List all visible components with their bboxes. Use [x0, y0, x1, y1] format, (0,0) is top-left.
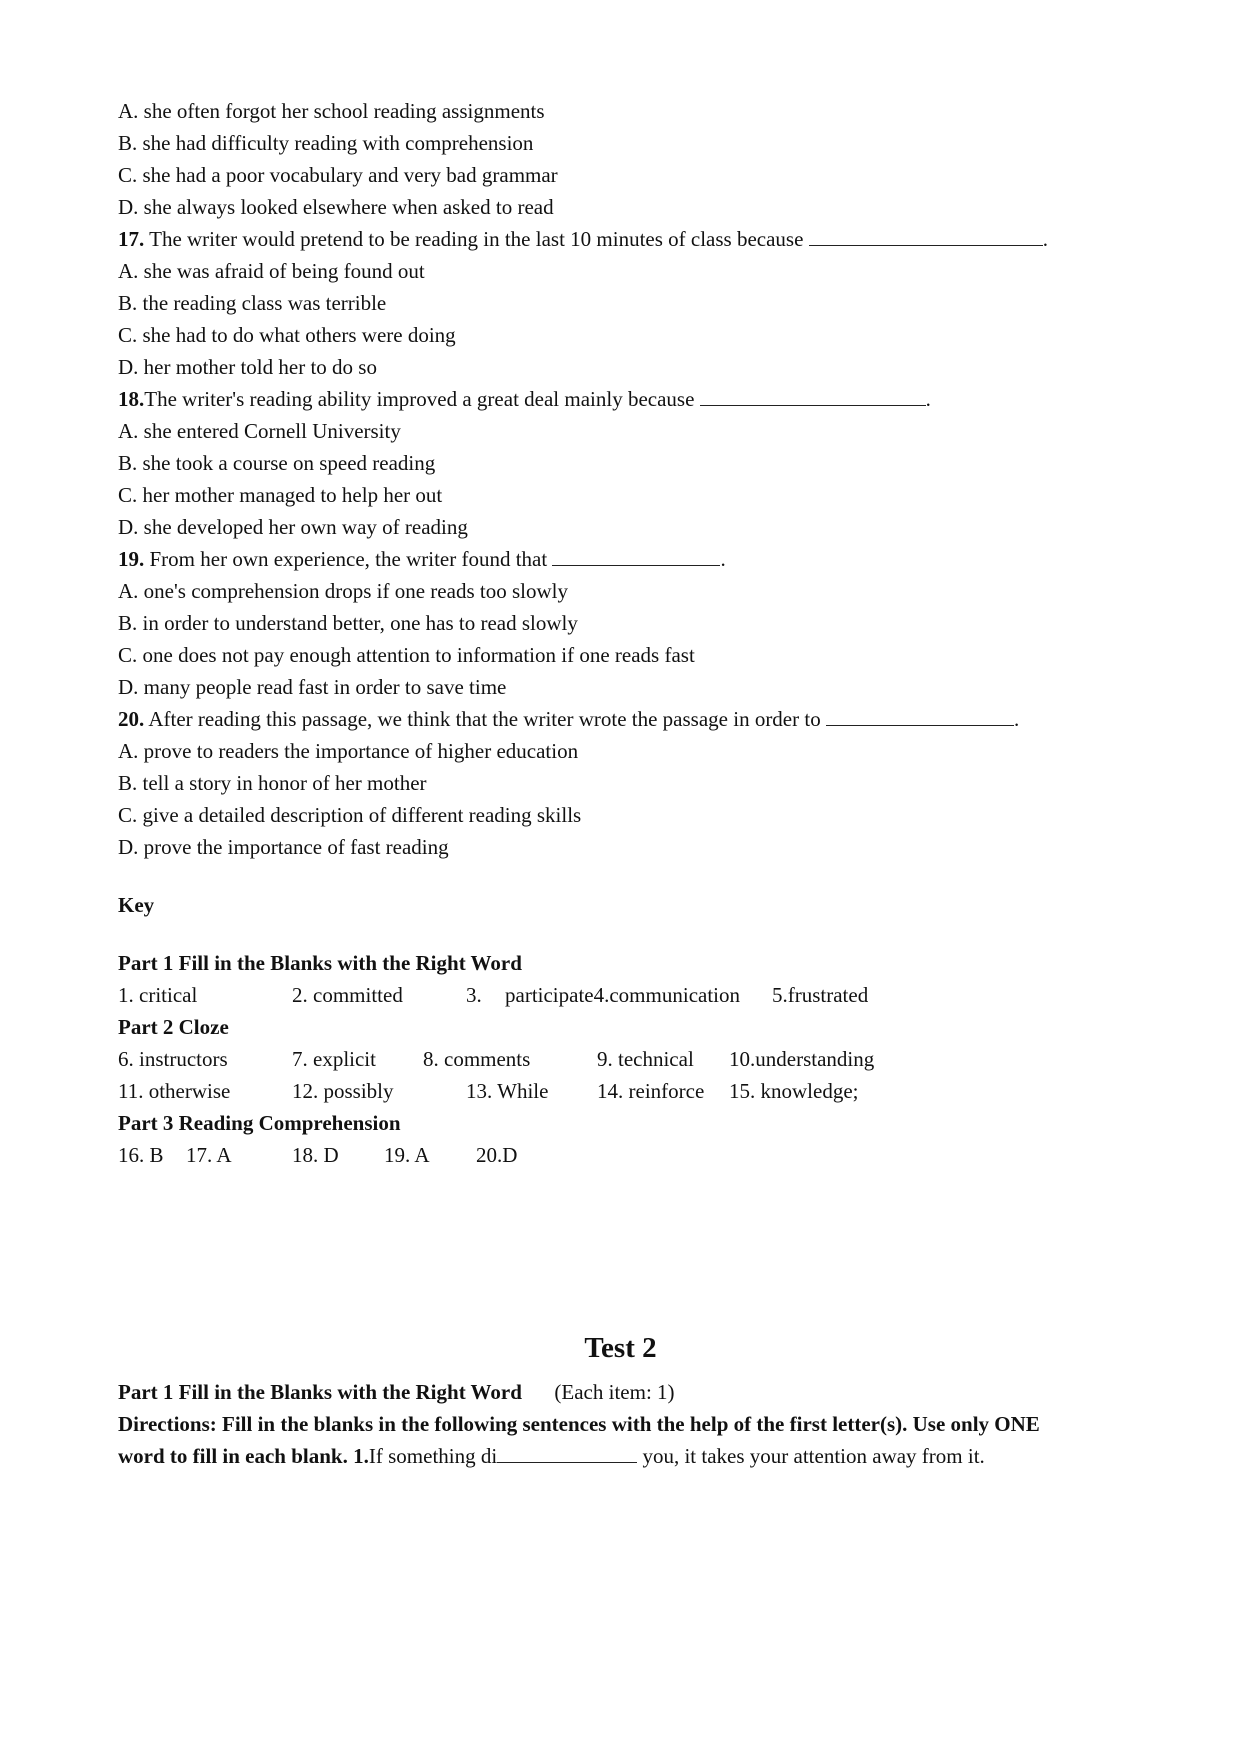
answer-8: 8. comments — [423, 1047, 531, 1071]
question-number: 18. — [118, 387, 145, 411]
item1-text-start: If something di — [368, 1444, 498, 1468]
answer-blank[interactable] — [809, 227, 1043, 246]
question-17: 17. The writer would pretend to be reading in the last 10 minutes of class because . — [118, 227, 1048, 251]
answer-20: 20.D — [476, 1143, 518, 1167]
test2-directions-line2 — [118, 1443, 985, 1469]
question-text: The writer would pretend to be reading in the last 10 minutes of class because — [144, 227, 809, 251]
question-text: The writer's reading ability improved a great deal mainly because — [144, 387, 700, 411]
q17-option-c: C. she had to do what others were doing — [118, 323, 456, 347]
answer-6: 6. instructors — [118, 1047, 228, 1071]
answer-blank[interactable] — [826, 707, 1014, 726]
q17-option-a: A. she was afraid of being found out — [118, 259, 425, 283]
question-text: After reading this passage, we think that the writer wrote the passage in order to — [144, 707, 826, 731]
answer-17: 17. A — [186, 1143, 232, 1167]
item1-text-end: you, it takes your attention away from it. — [637, 1444, 985, 1468]
answer-3-number: 3. — [466, 983, 482, 1007]
answer-10: 10.understanding — [729, 1047, 875, 1071]
answer-3-4: participate4.communication — [505, 983, 740, 1007]
test2-part1-note: (Each item: 1) — [554, 1380, 675, 1404]
answer-9: 9. technical — [597, 1047, 694, 1071]
answer-5: 5.frustrated — [772, 983, 869, 1007]
answer-1: 1. critical — [118, 983, 198, 1007]
answer-12: 12. possibly — [292, 1079, 394, 1103]
test2-directions-line1: Directions: Fill in the blanks in the following sentences with the help of the first letter(s). Use only ONE — [118, 1412, 1040, 1436]
q18-option-d: D. she developed her own way of reading — [118, 515, 468, 539]
answer-14: 14. reinforce — [597, 1079, 705, 1103]
answer-16: 16. B — [118, 1143, 164, 1167]
q20-option-c: C. give a detailed description of different reading skills — [118, 803, 582, 827]
answer-7: 7. explicit — [292, 1047, 376, 1071]
q20-option-d: D. prove the importance of fast reading — [118, 835, 449, 859]
answer-15: 15. knowledge; — [729, 1079, 859, 1103]
answer-blank[interactable] — [552, 547, 720, 566]
q16-option-b: B. she had difficulty reading with comprehension — [118, 131, 534, 155]
question-18: 18.The writer's reading ability improved a great deal mainly because . — [118, 387, 931, 411]
question-text: From her own experience, the writer found that — [144, 547, 553, 571]
answer-13: 13. While — [466, 1079, 549, 1103]
key-heading: Key — [118, 893, 155, 917]
q19-option-b: B. in order to understand better, one has to read slowly — [118, 611, 578, 635]
q20-option-b: B. tell a story in honor of her mother — [118, 771, 427, 795]
question-number: 19. — [118, 547, 145, 571]
item1-blank[interactable] — [497, 1444, 637, 1463]
question-20: 20. After reading this passage, we think that the writer wrote the passage in order to . — [118, 707, 1020, 731]
q16-option-c: C. she had a poor vocabulary and very bad grammar — [118, 163, 558, 187]
q19-option-c: C. one does not pay enough attention to information if one reads fast — [118, 643, 695, 667]
question-number: 20. — [118, 707, 145, 731]
q18-option-a: A. she entered Cornell University — [118, 419, 401, 443]
test2-title: Test 2 — [584, 1332, 657, 1364]
q18-option-c: C. her mother managed to help her out — [118, 483, 443, 507]
directions-end: word to fill in each blank. 1. — [118, 1444, 369, 1468]
key-part1-title: Part 1 Fill in the Blanks with the Right Word — [118, 951, 522, 975]
answer-11: 11. otherwise — [118, 1079, 231, 1103]
q19-option-a: A. one's comprehension drops if one reads too slowly — [118, 579, 568, 603]
answer-2: 2. committed — [292, 983, 403, 1007]
test2-part1-heading — [118, 1379, 675, 1405]
q19-option-d: D. many people read fast in order to save time — [118, 675, 507, 699]
q17-option-b: B. the reading class was terrible — [118, 291, 387, 315]
key-part2-title: Part 2 Cloze — [118, 1015, 229, 1039]
answer-19: 19. A — [384, 1143, 430, 1167]
test2-part1-title: Part 1 Fill in the Blanks with the Right Word — [118, 1380, 522, 1404]
q16-option-a: A. she often forgot her school reading assignments — [118, 99, 545, 123]
q16-option-d: D. she always looked elsewhere when asked to read — [118, 195, 554, 219]
q20-option-a: A. prove to readers the importance of higher education — [118, 739, 579, 763]
answer-blank[interactable] — [700, 387, 926, 406]
q18-option-b: B. she took a course on speed reading — [118, 451, 436, 475]
question-number: 17. — [118, 227, 145, 251]
key-part3-title: Part 3 Reading Comprehension — [118, 1111, 401, 1135]
q17-option-d: D. her mother told her to do so — [118, 355, 377, 379]
question-19: 19. From her own experience, the writer found that . — [118, 547, 726, 571]
answer-18: 18. D — [292, 1143, 339, 1167]
